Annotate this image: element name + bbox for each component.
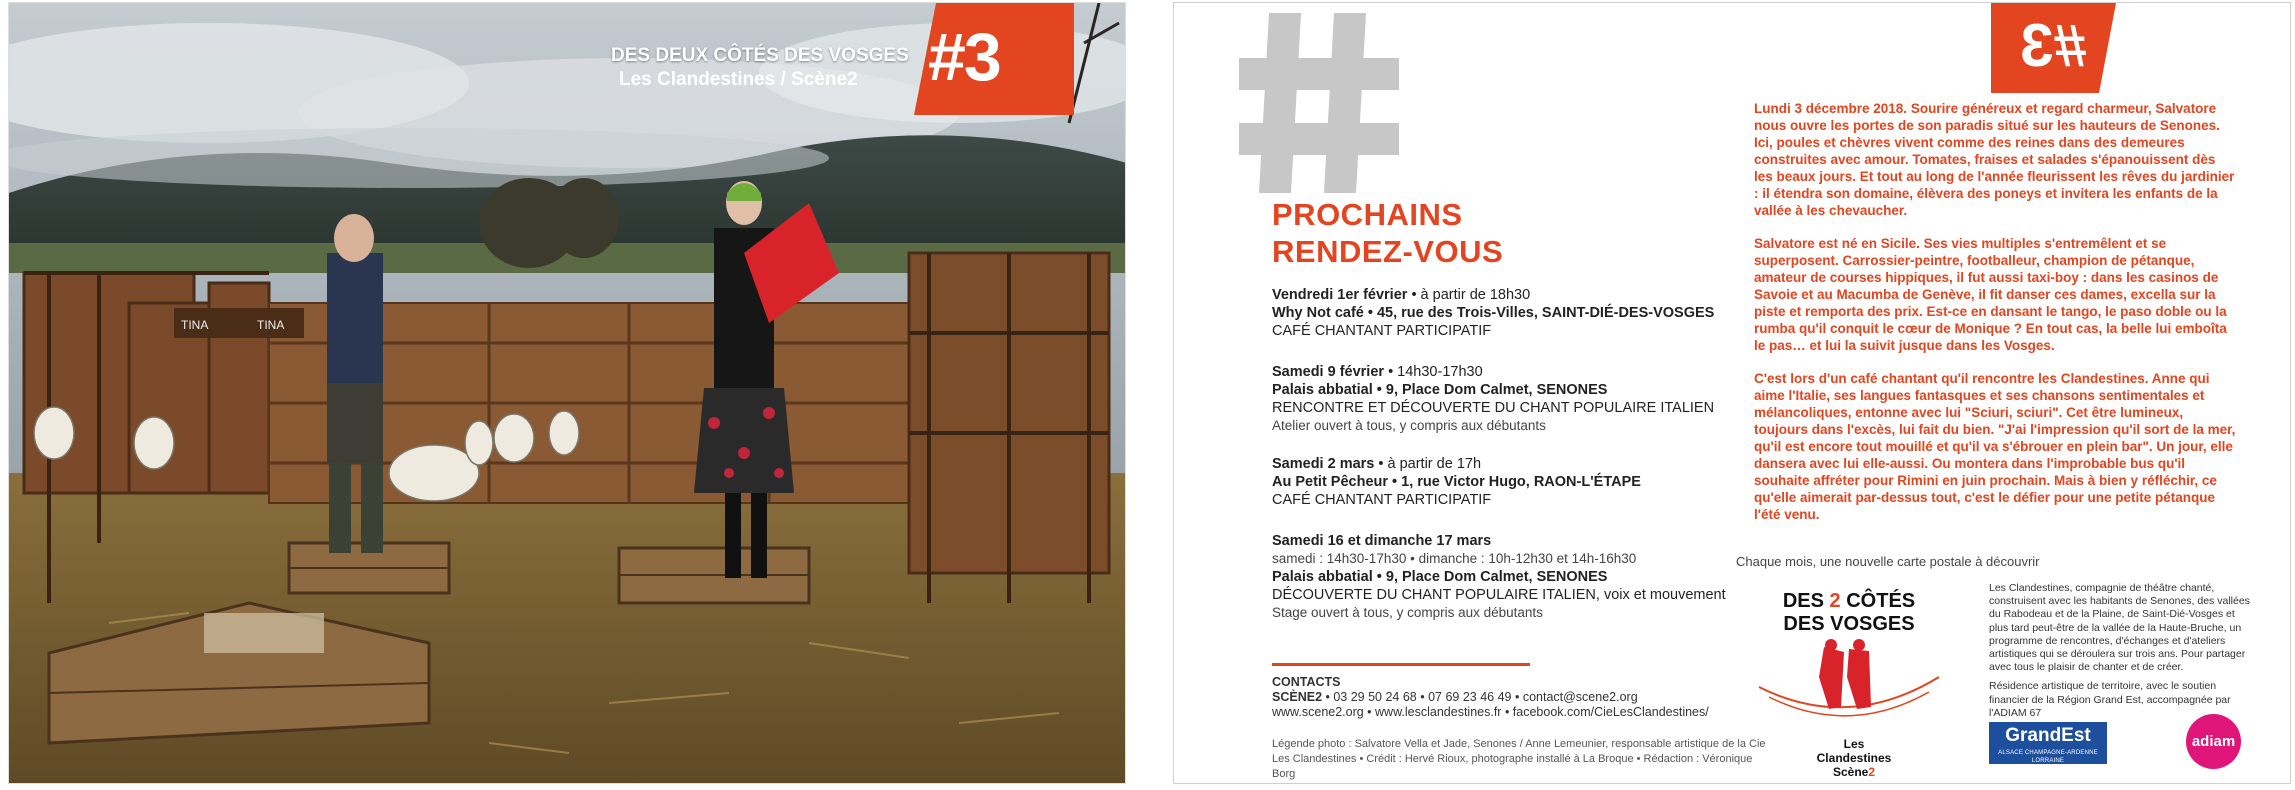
- story-text: C'est lors d'un café chantant qu'il rencontre les Clandestines. Anne qui aime l'Italie, ses langues fantasques et ses chansons sentimentales et mélancoliques, entonne avec lui "Sciuri, sciuri". Cet être lumineux, toujours dans l'excès, lui fait du bien. "J'ai l'impression qu'il sort de la mer, qu'il est encore tout mouillé et qu'il va s'ébrouer en plein bar". Un jour, elle dansera avec lui elle-aussi. Ou montera dans l'improbable bus qu'il souhaite affréter pour Rimini en juin prochain. Mais à bien y réfléchir, ce qu'elle aimerait par-dessus tout, c'est le défier pour une petite pétanque l'été venu.: [1754, 371, 2236, 522]
- event-time: • 14h30-17h30: [1384, 364, 1483, 380]
- postcard-text-side: [1173, 2, 2291, 784]
- legend-line2: Les Clandestines • Crédit : Hervé Rioux, photographe installé à La Broque • Rédaction : Véronique Borg: [1272, 753, 1753, 780]
- grand-est-name: GrandEst: [2005, 725, 2091, 746]
- logo-text-des: DES: [1782, 590, 1830, 612]
- grand-est-sub: ALSACE CHAMPAGNE-ARDENNE LORRAINE: [1998, 750, 2098, 764]
- monthly-note: Chaque mois, une nouvelle carte postale à découvrir: [1736, 554, 2040, 569]
- event-title: RENCONTRE ET DÉCOUVERTE DU CHANT POPULAIRE ITALIEN: [1272, 400, 1715, 416]
- section-title: [1272, 196, 1503, 270]
- contacts-divider: [1272, 663, 1530, 666]
- photo-legend: [1272, 737, 1772, 782]
- logo-caption: [1789, 737, 1919, 779]
- adiam-logo: adiam: [2186, 714, 2241, 769]
- postcard-photo-side: [8, 2, 1126, 784]
- section-title-line1: PROCHAINS: [1272, 197, 1463, 232]
- mirrored-issue-badge-text: #3: [2020, 12, 2087, 79]
- sign-text-1: TINA: [181, 318, 209, 332]
- event-date: Samedi 2 mars: [1272, 456, 1375, 472]
- about-block: [1989, 582, 2251, 720]
- event-note: Stage ouvert à tous, y compris aux débutants: [1272, 605, 1543, 620]
- contacts-org: SCÈNE2: [1272, 690, 1323, 704]
- logo-text-vosges: DES VOSGES: [1783, 613, 1915, 635]
- event-time: • à partir de 18h30: [1407, 287, 1531, 303]
- event-date: Samedi 16 et dimanche 17 mars: [1272, 533, 1492, 549]
- story-date: Lundi 3 décembre 2018.: [1754, 101, 1908, 116]
- issue-badge: [914, 3, 1074, 115]
- contacts-phones-email: • 03 29 50 24 68 • 07 69 23 46 49 • contact@scene2.org: [1322, 690, 1638, 704]
- grand-est-logo: [1989, 722, 2107, 764]
- event-item: [1272, 286, 1832, 340]
- story-text: Salvatore est né en Sicile. Ses vies multiples s'entremêlent et se superposent. Carrossier-peintre, footballeur, champion de pétanque, amateur de courses hippiques, il fut aussi taxi-boy : dans les casinos de Savoie et au Macumba de Genève, il fit danser ces dames, excella sur la piste et remporta des prix. Est-ce en dansant le tango, le paso doble ou la rumba qu'il conquit le cœur de Monique ? En tout cas, la belle lui emboîta le pas… et lui la suivit jusque dans les Vosges.: [1754, 236, 2227, 353]
- event-venue: Why Not café • 45, rue des Trois-Villes, SAINT-DIÉ-DES-VOSGES: [1272, 305, 1715, 321]
- event-venue: Palais abbatial • 9, Place Dom Calmet, SENONES: [1272, 569, 1608, 585]
- farm-photo: [9, 3, 1126, 784]
- sign-text-2: TINA: [257, 318, 285, 332]
- logo-text-cotes: CÔTÉS: [1840, 590, 1916, 612]
- logo-caption-les: Les: [1843, 737, 1865, 751]
- logo-caption-clandestines: Clandestines: [1816, 751, 1892, 765]
- contacts-label: CONTACTS: [1272, 675, 1341, 689]
- swoosh-figures-icon: [1749, 637, 1949, 737]
- event-item: [1272, 532, 1832, 622]
- logo-text-two: 2: [1829, 590, 1841, 612]
- event-date: Vendredi 1er février: [1272, 287, 1408, 303]
- des-2-cotes-logo: [1749, 587, 1949, 779]
- section-title-line2: RENDEZ-VOUS: [1272, 234, 1504, 269]
- about-company: Les Clandestines, compagnie de théâtre chanté, construisent avec les habitants de Senones, des vallées du Rabodeau et de la Plaine, de Saint-Dié-Vosges et plus tard peut-être de la vallée de la Haute-Bruche, un programme de rencontres, d'échanges et d'ateliers artistiques qui se déroulera sur trois ans. Pour partager avec tous le plaisir de chanter et de créer.: [1989, 582, 2250, 674]
- event-item: [1272, 363, 1832, 435]
- event-times: samedi : 14h30-17h30 • dimanche : 10h-12h30 et 14h-16h30: [1272, 551, 1637, 566]
- logo-title: [1749, 590, 1949, 636]
- mirrored-issue-badge: [1991, 3, 2116, 93]
- event-item: [1272, 455, 1832, 509]
- contacts-block: [1272, 675, 1709, 720]
- logo-caption-scene: Scène: [1832, 765, 1869, 779]
- event-venue: Palais abbatial • 9, Place Dom Calmet, SENONES: [1272, 382, 1608, 398]
- event-time: • à partir de 17h: [1374, 456, 1482, 472]
- event-title: CAFÉ CHANTANT PARTICIPATIF: [1272, 492, 1492, 508]
- photo-title: DES DEUX CÔTÉS DES VOSGES: [611, 45, 909, 66]
- story-text: Sourire généreux et regard charmeur, Salvatore nous ouvre les portes de son paradis situé sur les hauteurs de Senones. Ici, poules et chèvres vivent comme des reines dans des demeures construites avec amour. Tomates, fraises et salades s'épanouissent dès les beaux jours. Et tout au long de l'année fleurissent les rêves du jardinier : il étendra son domaine, élèvera des poneys et invitera les enfants de la vallée à les chevaucher.: [1754, 101, 2235, 218]
- issue-badge-text: #3: [928, 19, 1000, 95]
- event-note: Atelier ouvert à tous, y compris aux débutants: [1272, 418, 1546, 433]
- hash-icon: [1239, 13, 1399, 193]
- story-paragraph: [1754, 370, 2236, 523]
- story-paragraph: [1754, 100, 2236, 219]
- logo-caption-two: 2: [1868, 765, 1876, 779]
- photo-subtitle: Les Clandestines / Scène2: [619, 69, 858, 90]
- event-date: Samedi 9 février: [1272, 364, 1385, 380]
- about-residency: Résidence artistique de territoire, avec le soutien financier de la Région Grand Est, accompagnée par l'ADIAM 67: [1989, 680, 2231, 719]
- event-title: CAFÉ CHANTANT PARTICIPATIF: [1272, 323, 1492, 339]
- event-title: DÉCOUVERTE DU CHANT POPULAIRE ITALIEN, voix et mouvement: [1272, 587, 1726, 603]
- legend-line1: Légende photo : Salvatore Vella et Jade, Senones / Anne Lemeunier, responsable artistique de la Cie: [1272, 738, 1766, 750]
- event-venue: Au Petit Pêcheur • 1, rue Victor Hugo, RAON-L'ÉTAPE: [1272, 474, 1641, 490]
- story-paragraph: [1754, 235, 2236, 354]
- contacts-websites: www.scene2.org • www.lesclandestines.fr • facebook.com/CieLesClandestines/: [1272, 705, 1709, 719]
